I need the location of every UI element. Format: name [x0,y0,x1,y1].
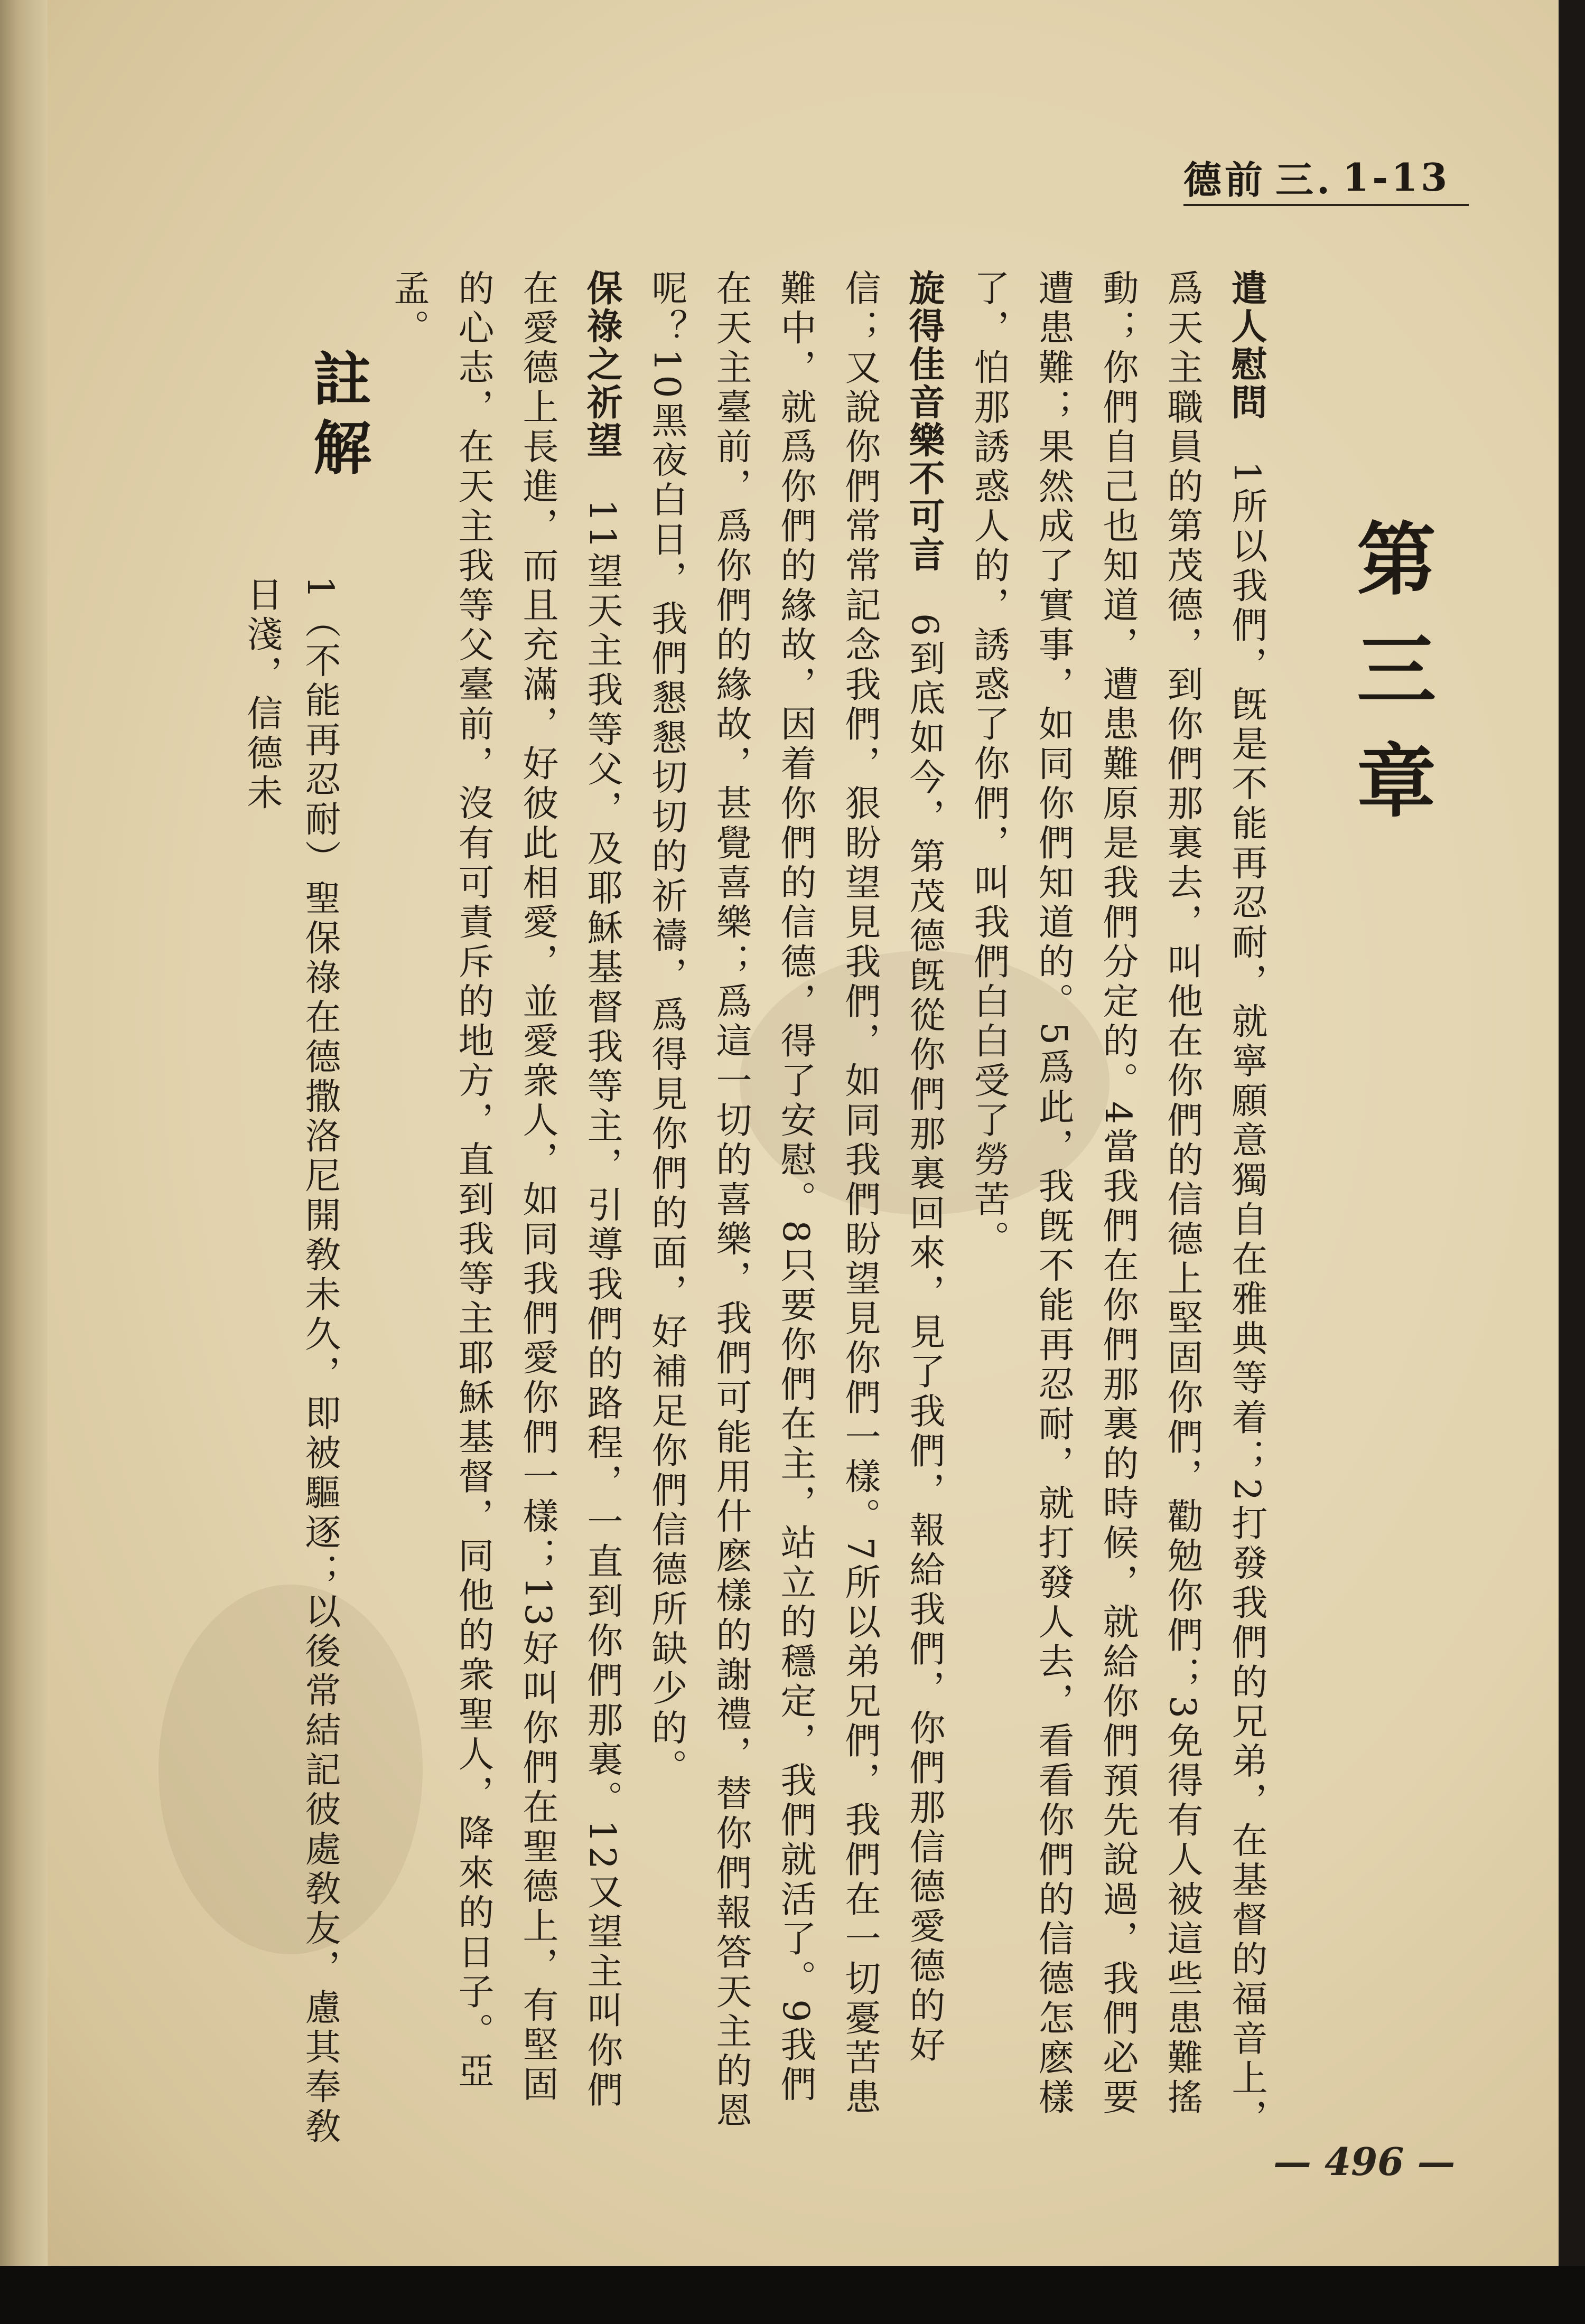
section-heading: 旋得佳音樂不可言 [903,269,945,574]
paragraph-2 [634,232,956,2144]
paragraph-1 [956,232,1279,2144]
paragraph-3 [376,232,634,2144]
header-chapter-ref: 三. [1275,157,1334,202]
notes-title: 註解 [304,349,372,486]
paragraph-text: 1所以我們，旣是不能再忍耐，就寧願意獨自在雅典等着；2打發我們的兄弟，在基督的福音上，爲天主職員的第茂德，到你們那裏去，叫他在你們的信德上堅固你們，勸勉你們；3免得有人被這些患難搖動；你們自己也知道，遭患難原是我們分定的。4當我們在你們那裏的時候，就給你們預先說過，我們必要遭患難；果然成了實事，如同你們知道的。5爲此，我旣不能再忍耐，就打發人去，看看你們的信德怎麽樣了，怕那誘惑人的，誘惑了你們，叫我們白白受了勞苦。 [968,269,1267,2139]
chapter-title: 第三章 [1343,518,1436,850]
note-text: 1（不能再忍耐）聖保祿在德撒洛尼開敎未久，即被驅逐；以後常結記彼處敎友，慮其奉敎日淺，信德未 [241,576,341,2148]
header-rule [1183,204,1469,206]
main-text [376,232,1279,2144]
page-number: — 496 — [1273,2139,1456,2184]
header-book: 德前 [1183,157,1266,202]
running-header [1183,153,1469,201]
page-binding-shadow [0,0,48,2266]
section-heading: 遣人慰問 [1225,269,1267,421]
paragraph-text: 6到底如今，第茂德旣從你們那裏回來，見了我們，報給我們，你們那信德愛德的好信；又說你們常常記念我們，狠盼望見我們，如同我們盼望見你們一樣。7所以弟兄們，我們在一切憂苦患難中，就爲你們的緣故，因着你們的信德，得了安慰。8只要你們在主，站立的穩定，我們就活了。9我們在天主臺前，爲你們的緣故，甚覺喜樂；爲這一切的喜樂，我們可能用什麽樣的謝禮，替你們報答天主的恩呢？10黑夜白日，我們懇懇切切的祈禱，爲得見你們的面，好補足你們信德所缺少的。 [646,269,945,2131]
header-verse-range: 1-13 [1342,154,1451,200]
scan-border [0,2266,1585,2324]
section-heading: 保祿之祈望 [581,269,623,460]
paragraph-text: 11望天主我等父，及耶穌基督我等主，引導我們的路程，一直到你們那裏。12又望主叫你們在愛德上長進，而且充滿，好彼此相愛，並愛衆人，如同我們愛你們一樣；13好叫你們在聖德上，有堅固的心志，在天主我等父臺前，沒有可責斥的地方，直到我等主耶穌基督，同他的衆聖人，降來的日子。亞孟。 [388,269,623,2111]
